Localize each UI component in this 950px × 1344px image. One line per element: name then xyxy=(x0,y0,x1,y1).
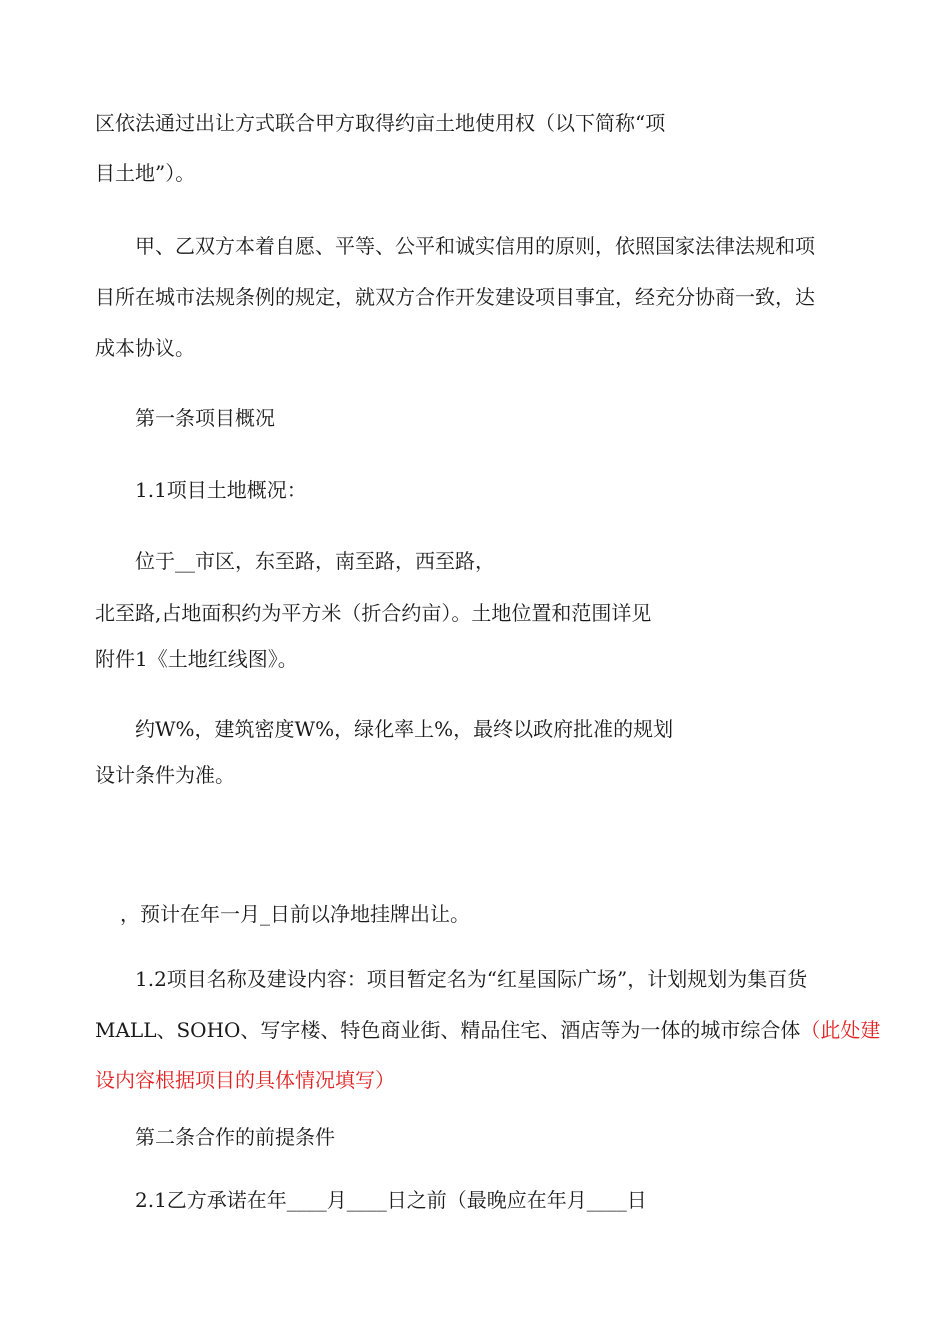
paragraph-text: MALL、SOHO、写字楼、特色商业街、精品住宅、酒店等为一体的城市综合体 xyxy=(95,1018,801,1042)
editor-note: 设内容根据项目的具体情况填写） xyxy=(95,1068,395,1092)
paragraph-line: 1.2项目名称及建设内容：项目暂定名为“红星国际广场”，计划规划为集百货 xyxy=(135,967,808,991)
paragraph-line: 设计条件为准。 xyxy=(95,763,235,787)
paragraph-line: ，预计在年一月_日前以净地挂牌出让。 xyxy=(120,902,470,926)
paragraph-line: 甲、乙双方本着自愿、平等、公平和诚实信用的原则，依照国家法律法规和项 xyxy=(135,234,815,258)
paragraph-line: 2.1乙方承诺在年____月____日之前（最晚应在年月____日 xyxy=(135,1188,647,1212)
paragraph-line: 目土地”）。 xyxy=(95,161,196,185)
paragraph-line xyxy=(95,1017,880,1043)
article-heading: 第一条项目概况 xyxy=(135,406,275,430)
article-heading: 第二条合作的前提条件 xyxy=(135,1125,335,1149)
paragraph-line: 约W%，建筑密度W%，绿化率上%，最终以政府批准的规划 xyxy=(135,717,674,741)
section-heading: 1.1项目土地概况： xyxy=(135,478,307,502)
paragraph-line: 附件1《土地红线图》。 xyxy=(95,647,298,671)
paragraph-line: 位于__市区，东至路，南至路，西至路， xyxy=(135,549,495,573)
editor-note: （此处建 xyxy=(800,1018,881,1042)
paragraph-line: 北至路,占地面积约为平方米（折合约亩）。土地位置和范围详见 xyxy=(95,601,652,625)
paragraph-line: 目所在城市法规条例的规定，就双方合作开发建设项目事宜，经充分协商一致，达 xyxy=(95,285,815,309)
paragraph-line: 成本协议。 xyxy=(95,336,195,360)
paragraph-line: 区依法通过出让方式联合甲方取得约亩土地使用权（以下简称“项 xyxy=(95,111,666,135)
